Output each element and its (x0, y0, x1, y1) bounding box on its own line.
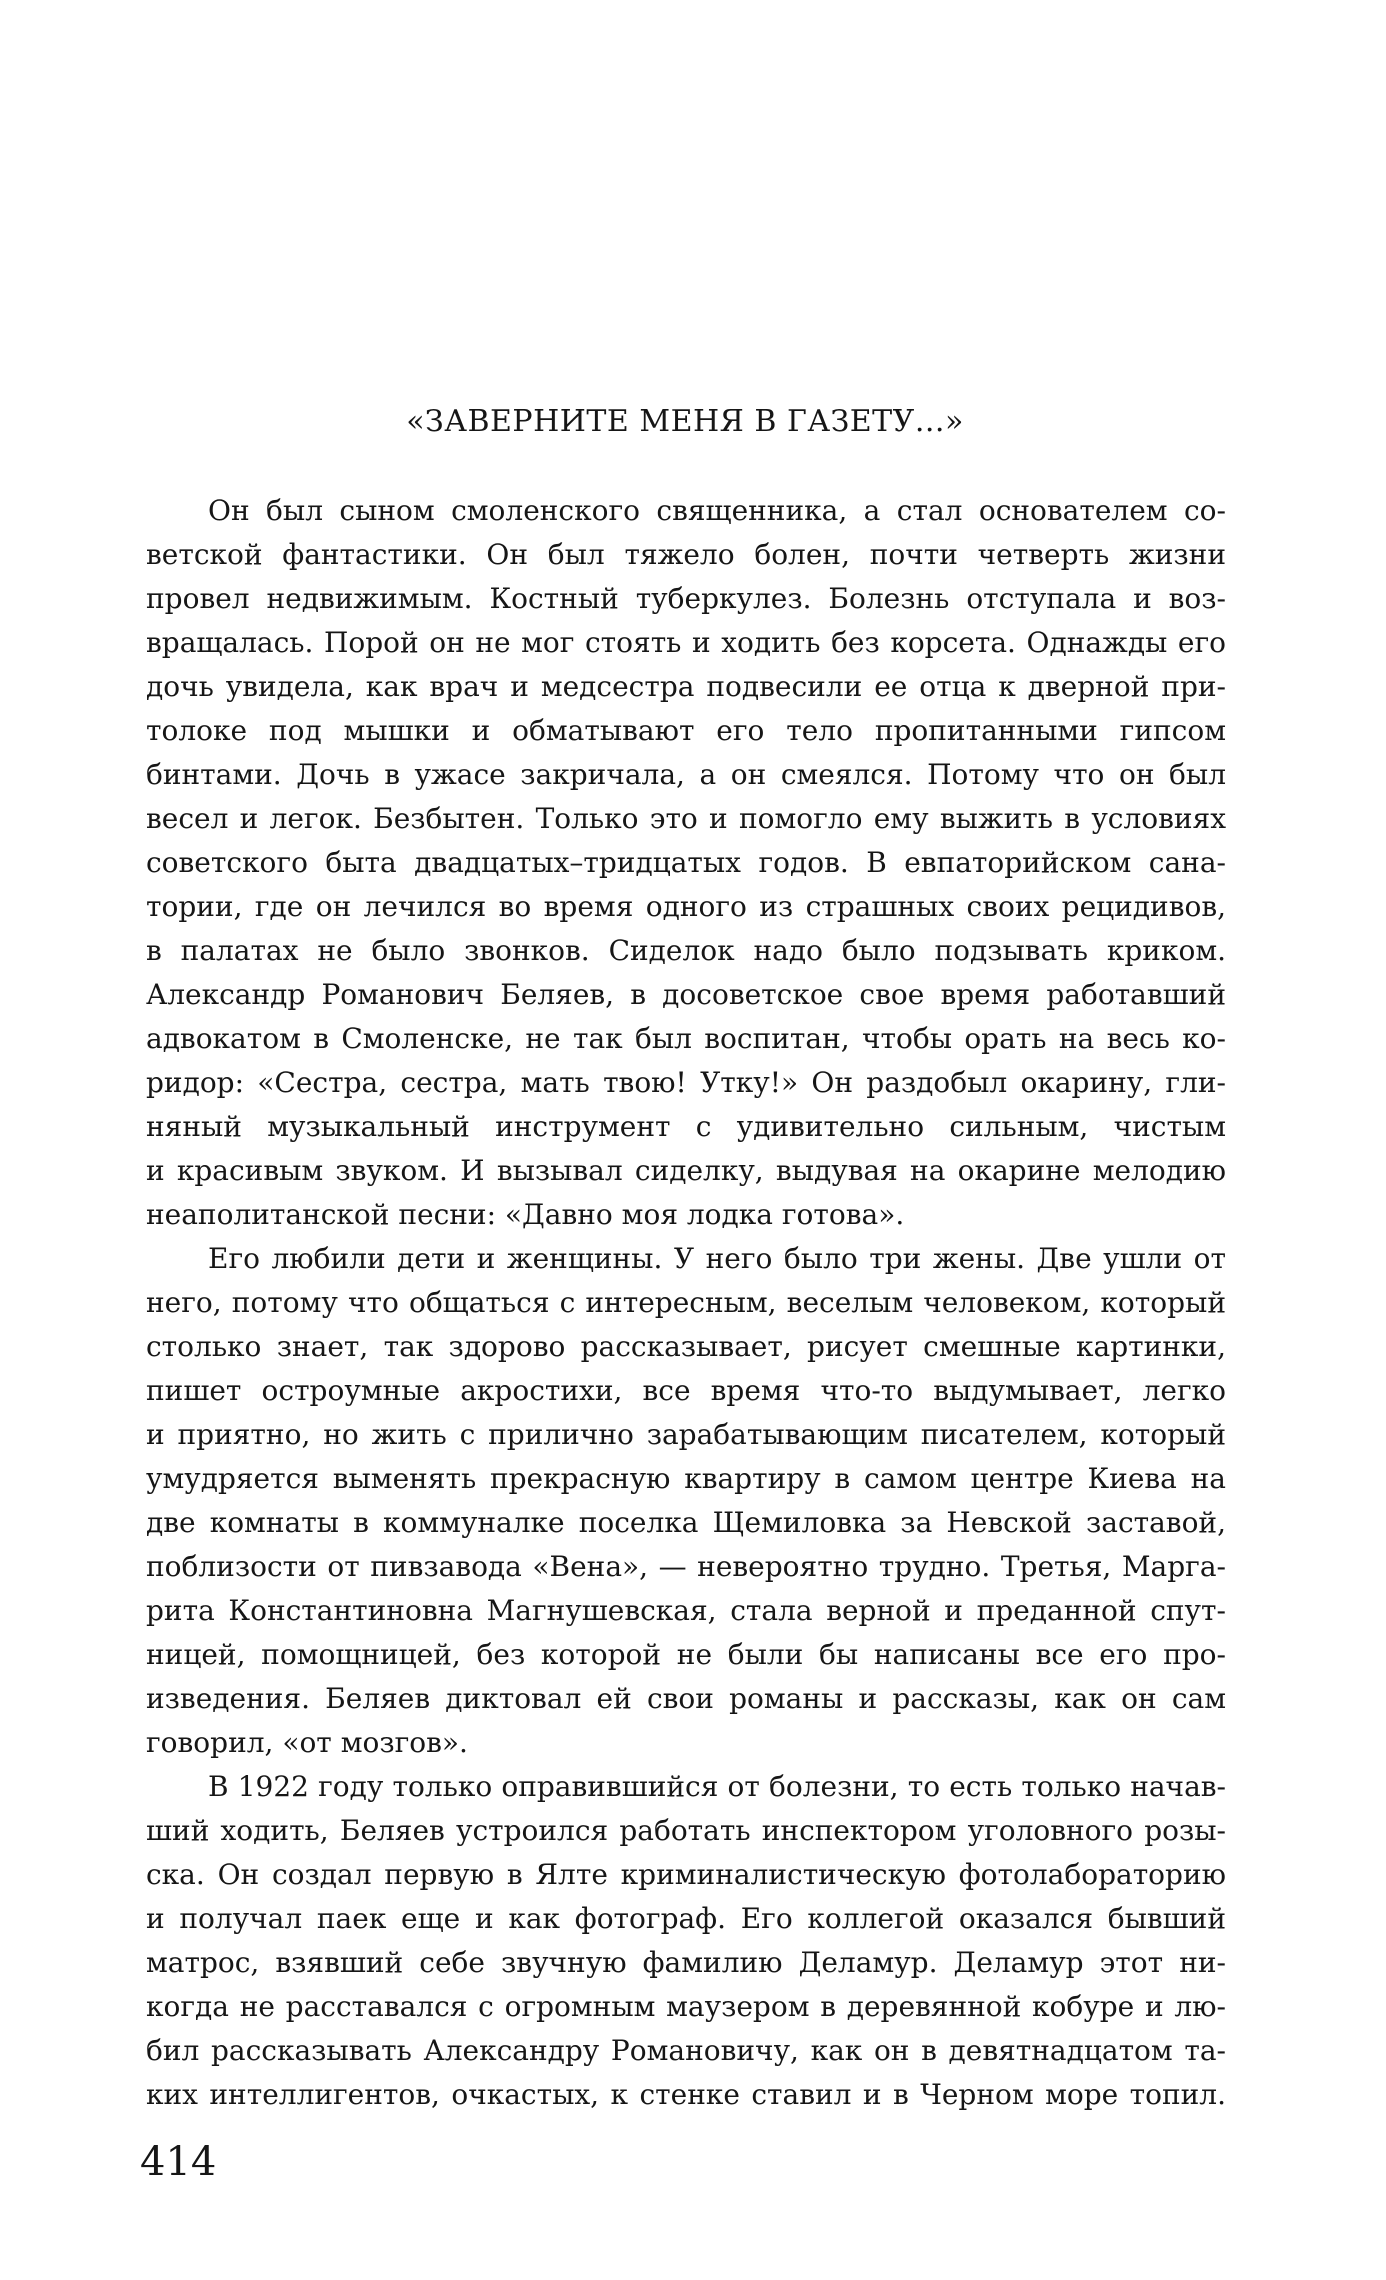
text-line: рита Константиновна Магнушевская, стала верной и преданной спут- (146, 1594, 1226, 1627)
text-line: столько знает, так здорово рассказывает, рисует смешные картинки, (146, 1330, 1226, 1363)
text-line: ницей, помощницей, без которой не были бы написаны все его про- (146, 1638, 1226, 1671)
text-line: и получал паек еще и как фотограф. Его коллегой оказался бывший (146, 1902, 1226, 1935)
text-line: весел и легок. Безбытен. Только это и помогло ему выжить в условиях (146, 802, 1226, 835)
text-line: провел недвижимым. Костный туберкулез. Болезнь отступала и воз- (146, 582, 1226, 615)
text-line: толоке под мышки и обматывают его тело пропитанными гипсом (146, 714, 1226, 747)
text-line: ких интеллигентов, очкастых, к стенке ставил и в Черном море топил. (146, 2078, 1226, 2111)
chapter-title: «ЗАВЕРНИТЕ МЕНЯ В ГАЗЕТУ...» (406, 404, 964, 439)
text-line: дочь увидела, как врач и медсестра подвесили ее отца к дверной при- (146, 670, 1226, 703)
text-line: когда не расставался с огромным маузером в деревянной кобуре и лю- (146, 1990, 1226, 2023)
text-line: бил рассказывать Александру Романовичу, как он в девятнадцатом та- (146, 2034, 1226, 2067)
text-line: умудряется выменять прекрасную квартиру в самом центре Киева на (146, 1462, 1226, 1495)
page-number: 414 (140, 2139, 217, 2185)
text-line: советского быта двадцатых–тридцатых годов. В евпаторийском сана- (146, 846, 1226, 879)
text-line: матрос, взявший себе звучную фамилию Деламур. Деламур этот ни- (146, 1946, 1226, 1979)
text-line: пишет остроумные акростихи, все время что-то выдумывает, легко (146, 1374, 1226, 1407)
text-line: ший ходить, Беляев устроился работать инспектором уголовного розы- (146, 1814, 1226, 1847)
text-line: и приятно, но жить с прилично зарабатывающим писателем, который (146, 1418, 1226, 1451)
text-line: неаполитанской песни: «Давно моя лодка готова». (146, 1198, 905, 1231)
text-line: в палатах не было звонков. Сиделок надо было подзывать криком. (146, 934, 1226, 967)
text-line: няный музыкальный инструмент с удивительно сильным, чистым (146, 1110, 1226, 1143)
text-line: ска. Он создал первую в Ялте криминалистическую фотолабораторию (146, 1858, 1226, 1891)
text-line: изведения. Беляев диктовал ей свои романы и рассказы, как он сам (146, 1682, 1226, 1715)
body-text (146, 489, 1226, 2117)
text-line: тории, где он лечился во время одного из страшных своих рецидивов, (146, 890, 1226, 923)
text-line: говорил, «от мозгов». (146, 1726, 468, 1759)
text-line: Он был сыном смоленского священника, а стал основателем со- (208, 494, 1226, 527)
text-line: ридор: «Сестра, сестра, мать твою! Утку!» Он раздобыл окарину, гли- (146, 1066, 1226, 1099)
text-line: поблизости от пивзавода «Вена», — невероятно трудно. Третья, Марга- (146, 1550, 1226, 1583)
text-line: В 1922 году только оправившийся от болезни, то есть только начав- (208, 1770, 1226, 1803)
text-line: Его любили дети и женщины. У него было три жены. Две ушли от (208, 1242, 1226, 1275)
text-line: и красивым звуком. И вызывал сиделку, выдувая на окарине мелодию (146, 1154, 1226, 1187)
text-line: адвокатом в Смоленске, не так был воспитан, чтобы орать на весь ко- (146, 1022, 1226, 1055)
text-line: вращалась. Порой он не мог стоять и ходить без корсета. Однажды его (146, 626, 1226, 659)
text-line: него, потому что общаться с интересным, веселым человеком, который (146, 1286, 1226, 1319)
text-line: Александр Романович Беляев, в досоветское свое время работавший (146, 978, 1226, 1011)
text-line: ветской фантастики. Он был тяжело болен, почти четверть жизни (146, 538, 1226, 571)
text-line: бинтами. Дочь в ужасе закричала, а он смеялся. Потому что он был (146, 758, 1226, 791)
text-line: две комнаты в коммуналке поселка Щемиловка за Невской заставой, (146, 1506, 1226, 1539)
